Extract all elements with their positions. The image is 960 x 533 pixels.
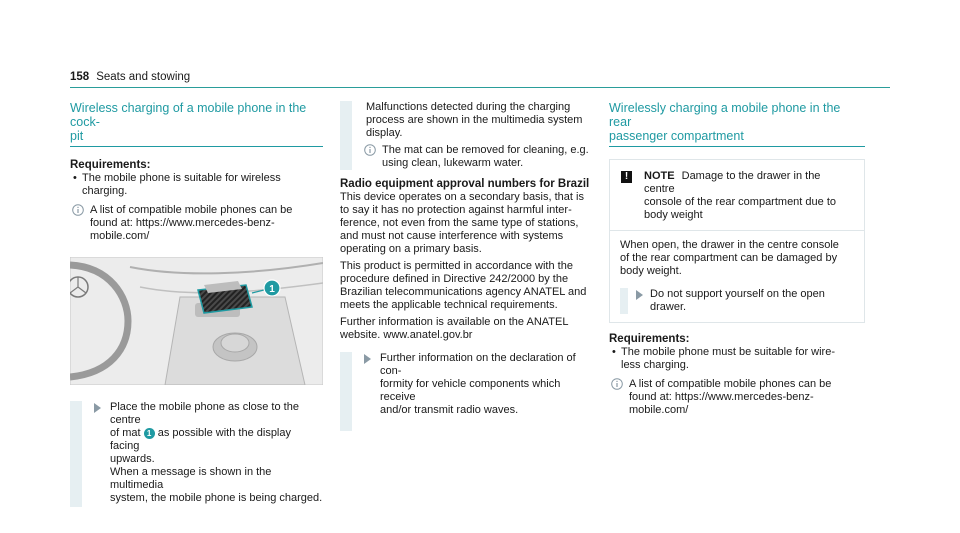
step-line-part: as possible with the display facing [110, 427, 291, 452]
heading-cockpit-line2: pit [70, 129, 84, 143]
step-line: upwards. [110, 453, 155, 465]
paragraph-line: and must not cause interference with systems [340, 230, 564, 242]
heading-rear-wrap [609, 101, 865, 147]
step-text [70, 401, 323, 507]
step-arrow-icon [364, 354, 371, 364]
step-line: Do not support yourself on the open [650, 288, 825, 300]
continuation-line: Malfunctions detected during the charging [366, 101, 571, 113]
step-continuation [340, 101, 592, 170]
step-continuation-text [340, 101, 592, 170]
info-line: The mat can be removed for cleaning, e.g. [382, 144, 589, 156]
radio-paragraph-3 [340, 316, 592, 342]
heading-cockpit-line1: Wireless charging of a mobile phone in the cock- [70, 101, 307, 129]
step-line [110, 427, 323, 453]
info-mat-cleaning [366, 144, 592, 170]
info-line: A list of compatible mobile phones can be [629, 378, 832, 390]
page-number: 158 [70, 71, 90, 83]
step-line: formity for vehicle components which receive [380, 378, 561, 403]
callout-1-label: 1 [269, 284, 275, 295]
info-line: found at: https://www.mercedes-benz- [90, 217, 275, 229]
note-head-line: body weight [644, 209, 703, 221]
step-line: When a message is shown in the multimedia [110, 466, 272, 491]
requirement-item [609, 346, 865, 372]
info-icon [72, 204, 84, 216]
radio-paragraph-1 [340, 191, 592, 256]
column-1 [70, 101, 323, 507]
step-arrow-icon [94, 403, 101, 413]
info-icon [364, 144, 376, 156]
paragraph-line: This product is permitted in accordance with the [340, 260, 573, 272]
info-compatible-list [609, 378, 865, 417]
continuation-line: process are shown in the multimedia system [366, 114, 583, 126]
info-compatible-list [70, 204, 323, 243]
header-rule [70, 87, 890, 88]
step-place-phone [70, 401, 323, 507]
note-box [609, 159, 865, 323]
note-head-text: Damage to the drawer in the centre [644, 170, 821, 195]
step-text [620, 288, 854, 314]
info-line: found at: https://www.mercedes-benz- [629, 391, 814, 403]
radio-paragraph-2 [340, 260, 592, 312]
info-line: mobile.com/ [90, 230, 150, 242]
paragraph-line: to say it has no protection against harmful inter- [340, 204, 572, 216]
note-step [620, 288, 854, 314]
step-line: Place the mobile phone as close to the centre [110, 401, 299, 426]
paragraph-line: procedure defined in Directive 242/2000 by the [340, 273, 569, 285]
step-bar [70, 401, 82, 507]
info-line: A list of compatible mobile phones can be [90, 204, 293, 216]
step-text [340, 352, 592, 431]
paragraph-line: website. www.anatel.gov.br [340, 329, 473, 341]
page-header [70, 71, 190, 84]
step-line-part: of mat [110, 427, 141, 439]
column-3 [609, 101, 865, 417]
info-icon [611, 378, 623, 390]
requirement-item [70, 172, 323, 198]
paragraph-line: operating on a primary basis. [340, 243, 482, 255]
mat-number-badge: 1 [144, 428, 155, 439]
requirements-label: Requirements: [70, 159, 151, 171]
paragraph-line: Brazilian telecommunications agency ANATEL and [340, 286, 587, 298]
step-declaration [340, 352, 592, 431]
wireless-charging-mat-illustration [70, 257, 323, 385]
requirements-label: Requirements: [609, 333, 690, 345]
info-line: using clean, lukewarm water. [382, 157, 524, 169]
step-bar [620, 288, 628, 314]
continuation-line: display. [366, 127, 403, 139]
note-body-line: of the rear compartment can be damaged by [620, 252, 838, 264]
note-head-line [644, 170, 854, 196]
note-body-line: When open, the drawer in the centre console [620, 239, 839, 251]
requirement-line: • The mobile phone must be suitable for wire- [621, 346, 835, 358]
step-line: system, the mobile phone is being charged. [110, 492, 323, 504]
note-title: NOTE [644, 170, 675, 182]
requirement-line: charging. [82, 185, 128, 197]
step-line: and/or transmit radio waves. [380, 404, 519, 416]
paragraph-line: Further information is available on the ANATEL [340, 316, 569, 328]
paragraph-line: meets the applicable technical requirements. [340, 299, 558, 311]
column-2 [340, 101, 592, 431]
step-arrow-icon [636, 290, 643, 300]
heading-cockpit-wrap [70, 101, 323, 147]
heading-rear-line1: Wirelessly charging a mobile phone in the rear [609, 101, 841, 129]
paragraph-line: This device operates on a secondary basis, that is [340, 191, 584, 203]
note-body [610, 231, 864, 322]
step-bar [340, 101, 352, 170]
note-body-line: body weight. [620, 265, 682, 277]
requirement-line: less charging. [621, 359, 689, 371]
requirement-line: • The mobile phone is suitable for wireless [82, 172, 281, 184]
step-line: drawer. [650, 301, 687, 313]
heading-rear-line2: passenger compartment [609, 129, 744, 143]
note-head-line: console of the rear compartment due to [644, 196, 836, 208]
step-line: Further information on the declaration of con- [380, 352, 576, 377]
step-bar [340, 352, 352, 431]
note-header [610, 160, 864, 231]
radio-heading: Radio equipment approval numbers for Brazil [340, 178, 590, 190]
warning-exclamation-icon: ! [621, 171, 632, 183]
paragraph-line: ference, not even from the same type of stations, [340, 217, 579, 229]
section-title: Seats and stowing [96, 71, 191, 83]
info-line: mobile.com/ [629, 404, 689, 416]
